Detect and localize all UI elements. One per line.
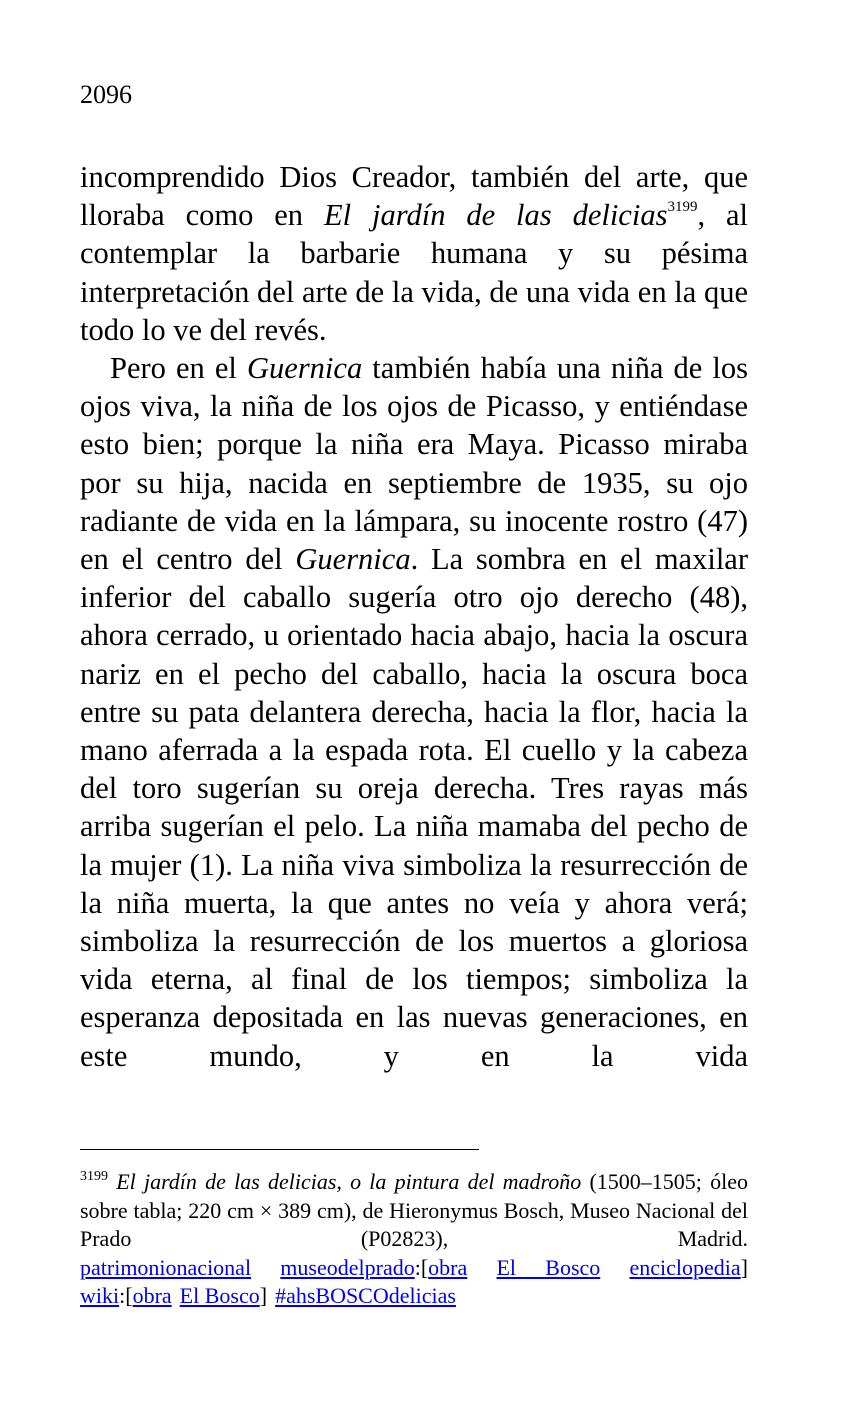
link-wiki-el-bosco[interactable]: El Bosco — [179, 1283, 260, 1308]
link-enciclopedia[interactable]: enciclopedia — [629, 1254, 741, 1280]
main-text — [80, 158, 748, 1075]
footnote — [80, 1168, 748, 1311]
footnote-title: El jardín de las delicias, o la pintura del madroño — [116, 1169, 582, 1194]
paragraph-1: incomprendido Dios Creador, también del arte, que lloraba como en El jardín de las delicias$^{3199}$, al contemplar la barbarie humana y su pésima interpretación del arte de la vida, de una vida en la que todo lo ve del revés. — [80, 160, 748, 347]
link-hashtag[interactable]: #ahsBOSCOdelicias — [275, 1283, 456, 1308]
footnote-links-line-2: wiki:[obra El Bosco] #ahsBOSCOdelicias — [80, 1283, 456, 1308]
link-wiki[interactable]: wiki — [80, 1283, 120, 1308]
footnote-divider — [80, 1149, 479, 1150]
footnote-number: 3199 — [80, 1169, 108, 1184]
link-obra[interactable]: obra — [428, 1254, 468, 1280]
link-museodelprado[interactable]: museodelprado — [280, 1254, 415, 1280]
artwork-title: El jardín de las delicias — [323, 198, 668, 233]
footnote-links-line-1: patrimonionacional museodelprado:[obra El Bosco enciclopedia] — [80, 1254, 748, 1280]
footnote-reference[interactable]: 3199 — [667, 199, 698, 216]
link-wiki-obra[interactable]: obra — [132, 1283, 172, 1308]
link-patrimonionacional[interactable]: patrimonionacional — [80, 1254, 252, 1280]
footnote-text: $^{3199}$ El jardín de las delicias, o la pintura del madroño (1500–1505; óleo sobre tabla; 220 cm × 389 cm), de Hieronymus Bosch, Museo Nacional del Prado (P02823), Madrid. — [80, 1169, 748, 1251]
link-el-bosco[interactable]: El Bosco — [496, 1254, 601, 1280]
page-number: 2096 — [80, 80, 132, 109]
artwork-title-guernica: Guernica — [295, 542, 411, 577]
artwork-title-guernica: Guernica — [247, 351, 363, 386]
paragraph-2: Pero en el Guernica también había una niña de los ojos viva, la niña de los ojos de Picasso, y entiéndase esto bien; porque la niña era Maya. Picasso miraba por su hija, nacida en septiembre de 1935, su ojo radiante de vida en la lámpara, su inocente rostro (47) en el centro del Guernica. La sombra en el maxilar inferior del caballo sugería otro ojo derecho (48), ahora cerrado, u orientado hacia abajo, hacia la oscura nariz en el pecho del caballo, hacia la oscura boca entre su pata delantera derecha, hacia la flor, hacia la mano aferrada a la espada rota. El cuello y la cabeza del toro sugerían su oreja derecha. Tres rayas más arriba sugerían el pelo. La niña mamaba del pecho de la mujer (1). La niña viva simboliza la resurrección de la niña muerta, la que antes no veía y ahora verá; simboliza la resurrección de los muertos a gloriosa vida eterna, al final de los tiempos; simboliza la esperanza depositada en las nuevas generaciones, en este mundo, y en la vida — [80, 351, 748, 1073]
